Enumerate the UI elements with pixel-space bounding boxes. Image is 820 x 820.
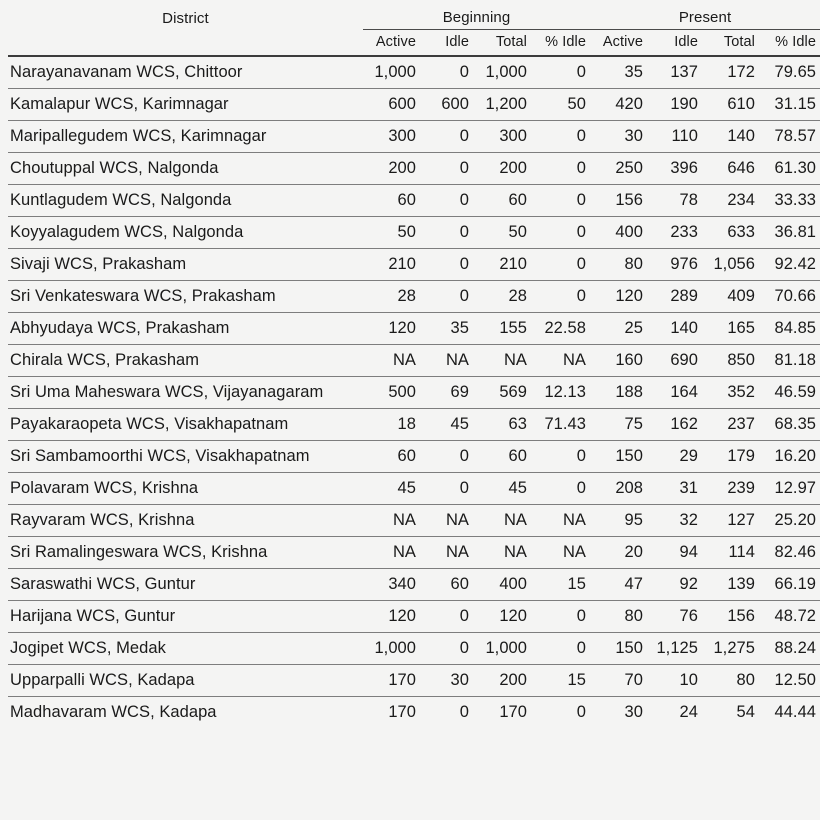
table-row bbox=[8, 505, 820, 537]
cell-beginning-pct-idle: 0 bbox=[531, 185, 590, 217]
col-header-beginning-pct-idle: % Idle bbox=[531, 30, 590, 57]
cell-beginning-active: NA bbox=[363, 505, 420, 537]
cell-beginning-pct-idle: 0 bbox=[531, 56, 590, 89]
cell-present-pct-idle: 46.59 bbox=[759, 377, 820, 409]
table-row bbox=[8, 121, 820, 153]
cell-beginning-pct-idle: 15 bbox=[531, 569, 590, 601]
cell-beginning-active: 18 bbox=[363, 409, 420, 441]
district-header-spacer bbox=[8, 30, 363, 57]
cell-beginning-total: 1,000 bbox=[473, 633, 531, 665]
cell-present-idle: 233 bbox=[647, 217, 702, 249]
cell-present-idle: 76 bbox=[647, 601, 702, 633]
cell-present-pct-idle: 84.85 bbox=[759, 313, 820, 345]
group-header-present: Present bbox=[590, 0, 820, 30]
cell-present-idle: 976 bbox=[647, 249, 702, 281]
cell-present-total: 633 bbox=[702, 217, 759, 249]
cell-present-idle: 78 bbox=[647, 185, 702, 217]
cell-present-pct-idle: 88.24 bbox=[759, 633, 820, 665]
cell-beginning-active: 60 bbox=[363, 185, 420, 217]
cell-present-active: 250 bbox=[590, 153, 647, 185]
cell-beginning-total: 60 bbox=[473, 185, 531, 217]
column-header-row bbox=[8, 30, 820, 57]
table-row bbox=[8, 537, 820, 569]
cell-beginning-active: 45 bbox=[363, 473, 420, 505]
cell-district: Sri Uma Maheswara WCS, Vijayanagaram bbox=[8, 377, 363, 409]
cell-present-active: 188 bbox=[590, 377, 647, 409]
cell-beginning-idle: 35 bbox=[420, 313, 473, 345]
cell-beginning-total: NA bbox=[473, 345, 531, 377]
table-row bbox=[8, 377, 820, 409]
cell-district: Sri Venkateswara WCS, Prakasham bbox=[8, 281, 363, 313]
cell-beginning-pct-idle: 0 bbox=[531, 153, 590, 185]
cell-beginning-pct-idle: 71.43 bbox=[531, 409, 590, 441]
cell-beginning-active: 500 bbox=[363, 377, 420, 409]
cell-present-pct-idle: 36.81 bbox=[759, 217, 820, 249]
cell-present-pct-idle: 70.66 bbox=[759, 281, 820, 313]
cell-present-idle: 162 bbox=[647, 409, 702, 441]
cell-beginning-pct-idle: NA bbox=[531, 505, 590, 537]
cell-present-idle: 29 bbox=[647, 441, 702, 473]
cell-present-total: 172 bbox=[702, 56, 759, 89]
cell-beginning-total: 1,000 bbox=[473, 56, 531, 89]
cell-district: Narayanavanam WCS, Chittoor bbox=[8, 56, 363, 89]
cell-beginning-idle: 0 bbox=[459, 702, 469, 721]
cell-present-idle: 32 bbox=[647, 505, 702, 537]
cell-beginning-total: 50 bbox=[473, 217, 531, 249]
cell-present-active: 47 bbox=[590, 569, 647, 601]
wcs-district-table bbox=[8, 0, 820, 728]
cell-beginning-idle: 45 bbox=[420, 409, 473, 441]
cell-present-idle: 690 bbox=[647, 345, 702, 377]
table-head bbox=[8, 0, 820, 56]
cell-beginning-active: 170 bbox=[388, 702, 416, 721]
cell-present-total: 114 bbox=[702, 537, 759, 569]
col-header-present-pct-idle: % Idle bbox=[759, 30, 820, 57]
cell-present-total: 80 bbox=[702, 665, 759, 697]
table-row bbox=[8, 633, 820, 665]
cell-present-idle: 1,125 bbox=[647, 633, 702, 665]
cell-district: Sri Sambamoorthi WCS, Visakhapatnam bbox=[8, 441, 363, 473]
cell-beginning-pct-idle: 0 bbox=[531, 121, 590, 153]
cell-present-pct-idle: 78.57 bbox=[759, 121, 820, 153]
cell-present-total: 140 bbox=[702, 121, 759, 153]
cell-beginning-total: 200 bbox=[473, 153, 531, 185]
cell-present-pct-idle: 92.42 bbox=[759, 249, 820, 281]
cell-beginning-active: 28 bbox=[363, 281, 420, 313]
cell-beginning-pct-idle: 0 bbox=[531, 441, 590, 473]
cell-beginning-active: 200 bbox=[363, 153, 420, 185]
table-row bbox=[8, 441, 820, 473]
cell-beginning-active: 50 bbox=[363, 217, 420, 249]
cell-beginning-pct-idle: 0 bbox=[531, 633, 590, 665]
col-header-present-idle: Idle bbox=[647, 30, 702, 57]
cell-present-active: 95 bbox=[590, 505, 647, 537]
cell-present-pct-idle: 82.46 bbox=[759, 537, 820, 569]
group-header-row bbox=[8, 0, 820, 30]
cell-present-idle: 94 bbox=[647, 537, 702, 569]
cell-present-active: 160 bbox=[590, 345, 647, 377]
cell-district: Upparpalli WCS, Kadapa bbox=[8, 665, 363, 697]
cell-present-pct-idle: 81.18 bbox=[759, 345, 820, 377]
cell-present-total: 646 bbox=[702, 153, 759, 185]
cell-present-pct-idle: 12.50 bbox=[759, 665, 820, 697]
cell-beginning-total: NA bbox=[473, 537, 531, 569]
cell-district: Rayvaram WCS, Krishna bbox=[8, 505, 363, 537]
cell-present-active: 150 bbox=[590, 441, 647, 473]
cell-present-pct-idle: 12.97 bbox=[759, 473, 820, 505]
cell-beginning-idle: 30 bbox=[420, 665, 473, 697]
cell-present-pct-idle: 33.33 bbox=[759, 185, 820, 217]
table-row bbox=[8, 281, 820, 313]
cell-present-active: 70 bbox=[590, 665, 647, 697]
cell-present-idle: 10 bbox=[647, 665, 702, 697]
cell-present-total: 409 bbox=[702, 281, 759, 313]
cell-present-total: 1,056 bbox=[702, 249, 759, 281]
cell-present-total: 234 bbox=[702, 185, 759, 217]
cell-beginning-total: 28 bbox=[473, 281, 531, 313]
cell-beginning-total: 45 bbox=[473, 473, 531, 505]
cell-present-active: 80 bbox=[590, 601, 647, 633]
cell-present-idle: 92 bbox=[647, 569, 702, 601]
table-row bbox=[8, 697, 820, 729]
cell-beginning-active: 600 bbox=[363, 89, 420, 121]
cell-beginning-active: 120 bbox=[363, 601, 420, 633]
district-column-header: District bbox=[162, 9, 209, 27]
cell-present-total: 54 bbox=[736, 702, 755, 721]
cell-beginning-pct-idle: 0 bbox=[531, 217, 590, 249]
table-row bbox=[8, 56, 820, 89]
table-row bbox=[8, 473, 820, 505]
table-row bbox=[8, 89, 820, 121]
cell-district: Saraswathi WCS, Guntur bbox=[8, 569, 363, 601]
cell-beginning-pct-idle: 12.13 bbox=[531, 377, 590, 409]
cell-present-pct-idle: 66.19 bbox=[759, 569, 820, 601]
cell-district: Sivaji WCS, Prakasham bbox=[8, 249, 363, 281]
cell-beginning-active: 1,000 bbox=[363, 56, 420, 89]
cell-beginning-active: 1,000 bbox=[363, 633, 420, 665]
cell-present-active: 75 bbox=[590, 409, 647, 441]
cell-present-pct-idle: 25.20 bbox=[759, 505, 820, 537]
cell-beginning-pct-idle: NA bbox=[531, 537, 590, 569]
cell-beginning-total: 120 bbox=[473, 601, 531, 633]
cell-beginning-active: 60 bbox=[363, 441, 420, 473]
cell-beginning-active: 340 bbox=[363, 569, 420, 601]
table-row bbox=[8, 217, 820, 249]
cell-beginning-pct-idle: 0 bbox=[576, 702, 586, 721]
cell-district: Jogipet WCS, Medak bbox=[8, 633, 363, 665]
cell-present-pct-idle: 16.20 bbox=[759, 441, 820, 473]
cell-present-idle: 289 bbox=[647, 281, 702, 313]
cell-beginning-active: 170 bbox=[363, 665, 420, 697]
cell-beginning-total: 1,200 bbox=[473, 89, 531, 121]
cell-district: Harijana WCS, Guntur bbox=[8, 601, 363, 633]
cell-beginning-idle: 0 bbox=[420, 153, 473, 185]
cell-beginning-total: 300 bbox=[473, 121, 531, 153]
cell-beginning-idle: 0 bbox=[420, 601, 473, 633]
cell-present-total: 179 bbox=[702, 441, 759, 473]
cell-district: Maripallegudem WCS, Karimnagar bbox=[8, 121, 363, 153]
cell-beginning-idle: 0 bbox=[420, 185, 473, 217]
cell-beginning-pct-idle: 0 bbox=[531, 281, 590, 313]
cell-beginning-total: 63 bbox=[473, 409, 531, 441]
cell-present-pct-idle: 79.65 bbox=[759, 56, 820, 89]
cell-present-total: 156 bbox=[702, 601, 759, 633]
cell-beginning-pct-idle: 0 bbox=[531, 249, 590, 281]
cell-beginning-total: 569 bbox=[473, 377, 531, 409]
cell-present-total: 127 bbox=[702, 505, 759, 537]
cell-beginning-idle: 0 bbox=[420, 56, 473, 89]
cell-beginning-idle: 600 bbox=[420, 89, 473, 121]
cell-present-idle: 24 bbox=[679, 702, 698, 721]
cell-district: Payakaraopeta WCS, Visakhapatnam bbox=[8, 409, 363, 441]
cell-beginning-idle: NA bbox=[420, 537, 473, 569]
table-row bbox=[8, 153, 820, 185]
cell-beginning-active: NA bbox=[363, 537, 420, 569]
group-header-beginning: Beginning bbox=[363, 0, 590, 30]
cell-present-active: 150 bbox=[590, 633, 647, 665]
cell-present-idle: 140 bbox=[647, 313, 702, 345]
cell-present-pct-idle: 44.44 bbox=[774, 702, 817, 721]
col-header-present-total: Total bbox=[702, 30, 759, 57]
cell-beginning-pct-idle: 15 bbox=[531, 665, 590, 697]
col-header-beginning-total: Total bbox=[473, 30, 531, 57]
cell-district: Polavaram WCS, Krishna bbox=[8, 473, 363, 505]
cell-beginning-active: 210 bbox=[363, 249, 420, 281]
cell-beginning-idle: 69 bbox=[420, 377, 473, 409]
cell-present-total: 237 bbox=[702, 409, 759, 441]
cell-present-idle: 396 bbox=[647, 153, 702, 185]
cell-beginning-total: 60 bbox=[473, 441, 531, 473]
cell-present-active: 30 bbox=[590, 121, 647, 153]
cell-beginning-total: 210 bbox=[473, 249, 531, 281]
table-row bbox=[8, 569, 820, 601]
cell-present-pct-idle: 31.15 bbox=[759, 89, 820, 121]
cell-beginning-idle: 0 bbox=[420, 281, 473, 313]
cell-beginning-idle: 0 bbox=[420, 473, 473, 505]
cell-present-pct-idle: 61.30 bbox=[759, 153, 820, 185]
cell-present-active: 208 bbox=[590, 473, 647, 505]
cell-present-idle: 110 bbox=[647, 121, 702, 153]
cell-beginning-active: 300 bbox=[363, 121, 420, 153]
cell-district: Choutuppal WCS, Nalgonda bbox=[8, 153, 363, 185]
cell-present-total: 610 bbox=[702, 89, 759, 121]
cell-present-active: 120 bbox=[590, 281, 647, 313]
cell-beginning-active: 120 bbox=[363, 313, 420, 345]
cell-present-active: 35 bbox=[590, 56, 647, 89]
cell-beginning-idle: 60 bbox=[420, 569, 473, 601]
cell-district: Koyyalagudem WCS, Nalgonda bbox=[8, 217, 363, 249]
cell-present-idle: 31 bbox=[647, 473, 702, 505]
cell-beginning-total: 155 bbox=[473, 313, 531, 345]
cell-present-pct-idle: 68.35 bbox=[759, 409, 820, 441]
cell-beginning-pct-idle: 0 bbox=[531, 601, 590, 633]
table-row bbox=[8, 249, 820, 281]
cell-beginning-idle: 0 bbox=[420, 249, 473, 281]
cell-beginning-idle: 0 bbox=[420, 441, 473, 473]
table-row bbox=[8, 345, 820, 377]
cell-beginning-total: 400 bbox=[473, 569, 531, 601]
cell-present-total: 850 bbox=[702, 345, 759, 377]
cell-beginning-pct-idle: 0 bbox=[531, 473, 590, 505]
cell-present-total: 1,275 bbox=[702, 633, 759, 665]
col-header-beginning-idle: Idle bbox=[420, 30, 473, 57]
cell-beginning-pct-idle: 22.58 bbox=[531, 313, 590, 345]
cell-present-active: 400 bbox=[590, 217, 647, 249]
cell-beginning-pct-idle: 50 bbox=[531, 89, 590, 121]
table-row bbox=[8, 601, 820, 633]
cell-beginning-total: 200 bbox=[473, 665, 531, 697]
cell-district: Kuntlagudem WCS, Nalgonda bbox=[8, 185, 363, 217]
table-row bbox=[8, 185, 820, 217]
cell-present-total: 165 bbox=[702, 313, 759, 345]
cell-beginning-idle: 0 bbox=[420, 633, 473, 665]
cell-beginning-pct-idle: NA bbox=[531, 345, 590, 377]
cell-beginning-active: NA bbox=[363, 345, 420, 377]
table-row bbox=[8, 409, 820, 441]
cell-present-total: 352 bbox=[702, 377, 759, 409]
cell-district: Abhyudaya WCS, Prakasham bbox=[8, 313, 363, 345]
cell-present-idle: 137 bbox=[647, 56, 702, 89]
cell-district: Sri Ramalingeswara WCS, Krishna bbox=[8, 537, 363, 569]
col-header-present-active: Active bbox=[590, 30, 647, 57]
cell-beginning-idle: 0 bbox=[420, 121, 473, 153]
cell-present-active: 25 bbox=[590, 313, 647, 345]
col-header-beginning-active: Active bbox=[363, 30, 420, 57]
cell-district: Kamalapur WCS, Karimnagar bbox=[8, 89, 363, 121]
cell-present-active: 420 bbox=[590, 89, 647, 121]
cell-present-idle: 190 bbox=[647, 89, 702, 121]
cell-present-pct-idle: 48.72 bbox=[759, 601, 820, 633]
cell-present-active: 30 bbox=[624, 702, 643, 721]
cell-beginning-total: NA bbox=[473, 505, 531, 537]
cell-beginning-idle: NA bbox=[420, 505, 473, 537]
cell-beginning-idle: 0 bbox=[420, 217, 473, 249]
cell-present-total: 139 bbox=[702, 569, 759, 601]
table-row bbox=[8, 665, 820, 697]
cell-present-total: 239 bbox=[702, 473, 759, 505]
cell-present-idle: 164 bbox=[647, 377, 702, 409]
cell-district: Chirala WCS, Prakasham bbox=[8, 345, 363, 377]
cell-present-active: 80 bbox=[590, 249, 647, 281]
cell-beginning-total: 170 bbox=[499, 702, 527, 721]
cell-present-active: 20 bbox=[590, 537, 647, 569]
cell-present-active: 156 bbox=[590, 185, 647, 217]
cell-district: Madhavaram WCS, Kadapa bbox=[10, 702, 217, 721]
table-row bbox=[8, 313, 820, 345]
cell-beginning-idle: NA bbox=[420, 345, 473, 377]
table-body bbox=[8, 56, 820, 728]
